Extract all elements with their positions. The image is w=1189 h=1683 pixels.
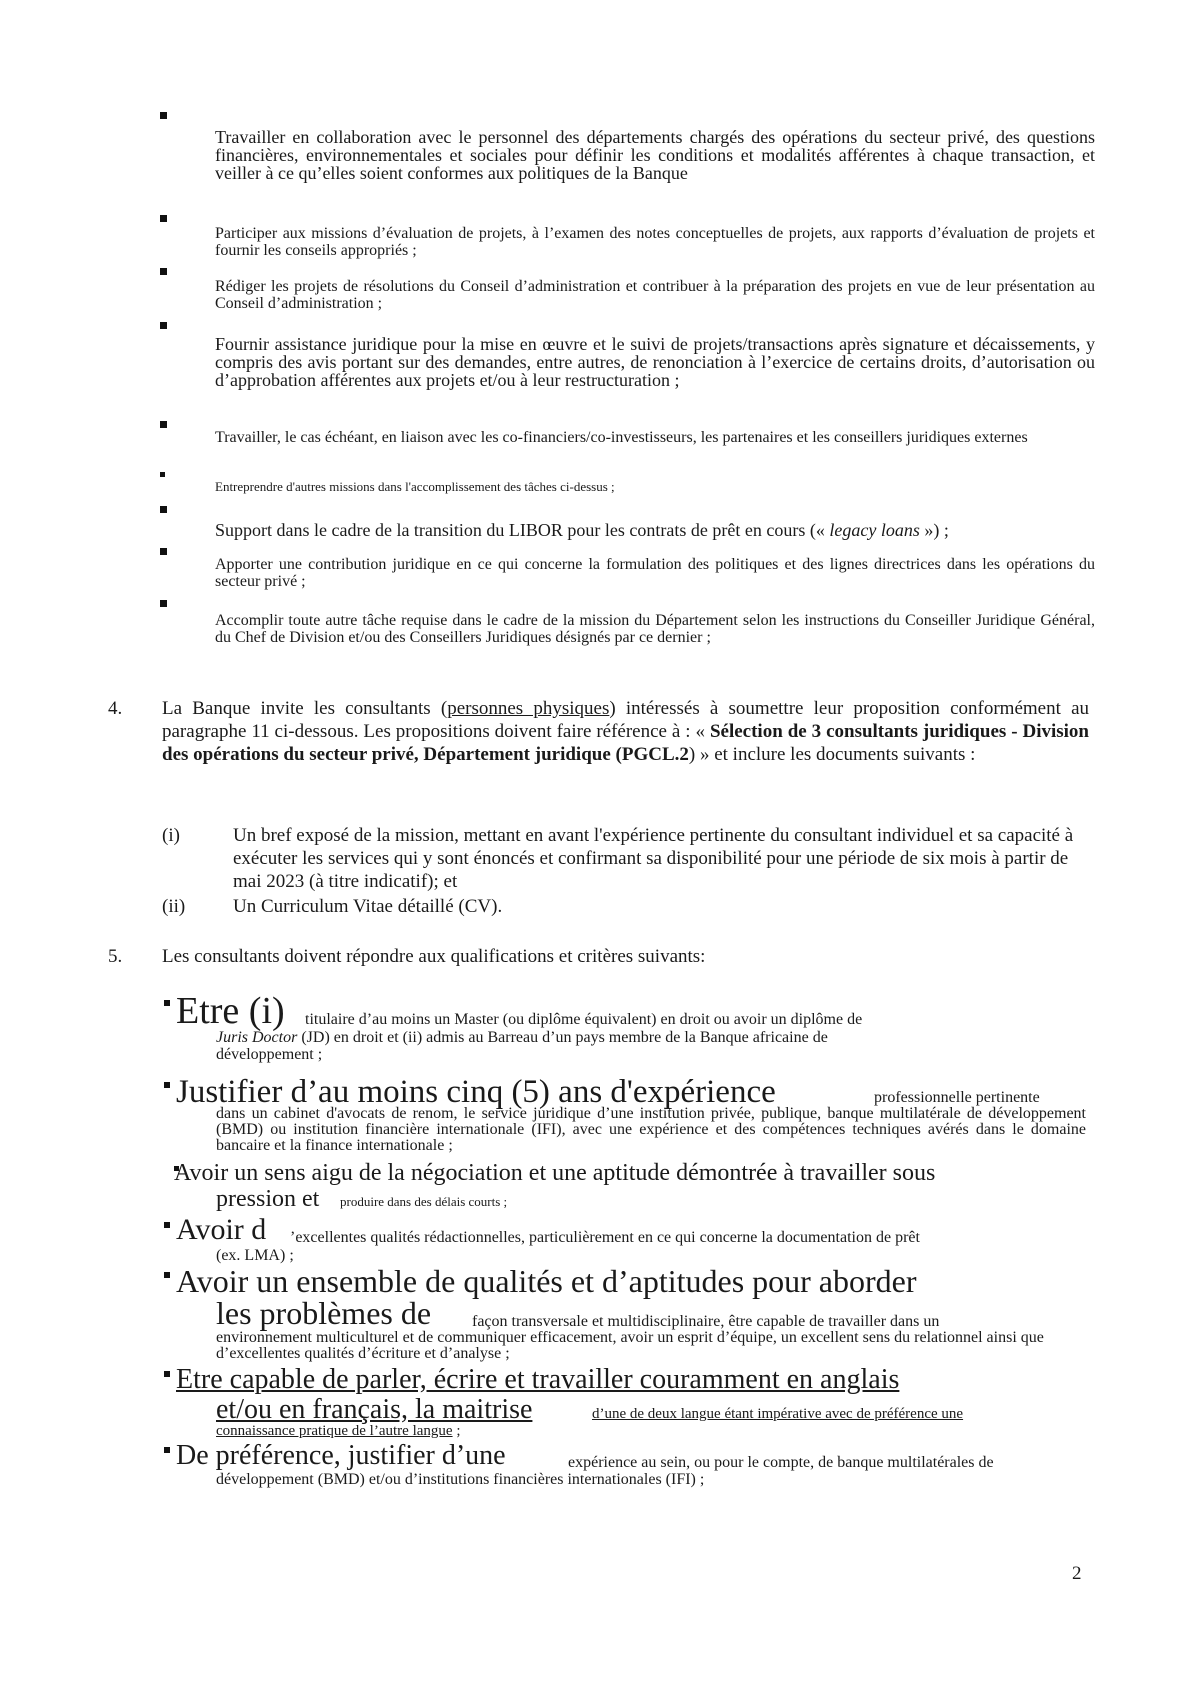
bullet-marker: [164, 1371, 170, 1377]
bullet-marker: [164, 1082, 170, 1088]
bullet-marker: [160, 548, 167, 555]
qualification-lead: Avoir un sens aigu de la négociation et une aptitude démontrée à travailler sous: [174, 1160, 936, 1186]
bullet-marker: [160, 421, 167, 428]
bullet-marker: [160, 600, 167, 607]
bullet-marker: [160, 472, 165, 477]
bullet-marker: [164, 1000, 170, 1006]
qualification-continuation: dans un cabinet d'avocats de renom, le service juridique d’une institution privée, publique, banque multilatérale de développement (BMD) ou institution financière internationale (IFI), avec une expérience et des compétences techniques avérés dans le domaine bancaire et la finance internationale ;: [216, 1105, 1086, 1154]
bullet-marker: [164, 1222, 170, 1228]
paragraph-text: Les consultants doivent répondre aux qualifications et critères suivants:: [162, 946, 706, 967]
bullet-marker: [164, 1447, 170, 1453]
sub-item-number: (i): [162, 825, 180, 846]
bullet-marker: [160, 322, 167, 329]
qualification-lead: Justifier d’au moins cinq (5) ans d'expérience: [176, 1074, 776, 1110]
qualification-lead: Avoir un ensemble de qualités et d’aptitudes pour aborder: [176, 1263, 917, 1299]
qualification-lead: Avoir d: [176, 1213, 267, 1246]
bullet-marker: [160, 506, 167, 513]
qualification-lead-continuation: et/ou en français, la maitrise: [216, 1394, 533, 1425]
qualification-tail: titulaire d’au moins un Master (ou diplôme équivalent) en droit ou avoir un diplôme de: [305, 1011, 863, 1028]
bullet-text: Fournir assistance juridique pour la mise en œuvre et le suivi de projets/transactions après signature et décaissements, y compris des avis portant sur des demandes, entre autres, de renonciation à l’exercice de certains droits, d’autorisation ou d’approbation afférentes aux projets et/ou à leur restructuration ;: [215, 334, 1095, 390]
bullet-marker: [164, 1272, 170, 1278]
bullet-text: Travailler en collaboration avec le personnel des départements chargés des opérations du secteur privé, des questions financières, environnementales et sociales pour définir les conditions et modalités afférentes à chaque transaction, et veiller à ce qu’elles soient conformes aux politiques de la Banque: [215, 127, 1095, 183]
qualification-tail: expérience au sein, ou pour le compte, de banque multilatérales de: [568, 1454, 994, 1471]
qualification-lead-continuation: pression et: [216, 1186, 320, 1212]
libor-italic: legacy loans: [829, 520, 920, 540]
sub-item-number: (ii): [162, 896, 186, 917]
qualification-continuation: connaissance pratique de l’autre langue ;: [216, 1423, 461, 1439]
bullet-marker: [160, 112, 167, 119]
bullet-text: Apporter une contribution juridique en ce qui concerne la formulation des politiques et des lignes directrices dans les opérations du secteur privé ;: [215, 556, 1095, 590]
qualification-continuation: développement ;: [216, 1046, 323, 1063]
qualification-lead: Etre capable de parler, écrire et travailler couramment en anglais: [176, 1364, 900, 1395]
qualification-lead: De préférence, justifier d’une: [176, 1440, 506, 1471]
libor-text: Support dans le cadre de la transition du LIBOR pour les contrats de prêt en cours (« legacy loans ») ;: [215, 520, 949, 540]
qualification-lead: Etre (i): [176, 990, 285, 1032]
bullet-marker: [160, 268, 167, 275]
bullet-text: Participer aux missions d’évaluation de projets, à l’examen des notes conceptuelles de projets, aux rapports d’évaluation de projets et fournir les conseils appropriés ;: [215, 225, 1095, 259]
sub-item-text: Un bref exposé de la mission, mettant en avant l'expérience pertinente du consultant individuel et sa capacité à exécuter les services qui y sont énoncés et confirmant sa disponibilité pour une période de six mois à partir de mai 2023 (à titre indicatif); et: [233, 825, 1074, 892]
sub-item-text: Un Curriculum Vitae détaillé (CV).: [233, 896, 503, 917]
bullet-text: Accomplir toute autre tâche requise dans le cadre de la mission du Département selon les instructions du Conseiller Juridique Général, du Chef de Division et/ou des Conseillers Juridiques désignés par ce dernier ;: [215, 612, 1095, 646]
bullet-text: Entreprendre d'autres missions dans l'accomplissement des tâches ci-dessus ;: [215, 479, 615, 494]
bullet-text: Travailler, le cas échéant, en liaison avec les co-financiers/co-investisseurs, les partenaires et les conseillers juridiques externes: [215, 429, 1028, 446]
paragraph-number: 4.: [108, 698, 123, 719]
paragraph-number: 5.: [108, 946, 123, 967]
qualification-continuation: (ex. LMA) ;: [216, 1247, 294, 1264]
page-number: 2: [1072, 1563, 1082, 1584]
paragraph-text: La Banque invite les consultants (personnes physiques) intéressés à soumettre leur proposition conformément au paragraphe 11 ci-dessous. Les propositions doivent faire référence à : « Sélection de 3 consultants juridiques - Division des opérations du secteur privé, Département juridique (PGCL.2) » et inclure les documents suivants :: [162, 698, 1089, 765]
bullet-marker: [160, 215, 167, 222]
qualification-lead-continuation: les problèmes de: [216, 1295, 432, 1331]
qualification-tail: façon transversale et multidisciplinaire, être capable de travailler dans un: [472, 1313, 940, 1330]
qualification-continuation: Juris Doctor (JD) en droit et (ii) admis au Barreau d’un pays membre de la Banque africaine de: [216, 1029, 828, 1046]
qualification-tail: produire dans des délais courts ;: [340, 1194, 508, 1209]
qualification-tail: ’excellentes qualités rédactionnelles, particulièrement en ce qui concerne la documentation de prêt: [290, 1229, 920, 1246]
qualification-tail: professionnelle pertinente: [874, 1089, 1040, 1106]
qualification-tail: d’une de deux langue étant impérative avec de préférence une: [592, 1406, 964, 1422]
bullet-text: Rédiger les projets de résolutions du Conseil d’administration et contribuer à la préparation des projets en vue de leur présentation au Conseil d’administration ;: [215, 278, 1095, 312]
qualification-continuation: développement (BMD) et/ou d’institutions financières internationales (IFI) ;: [216, 1471, 705, 1488]
qualification-continuation: environnement multiculturel et de communiquer efficacement, avoir un esprit d’équipe, un excellent sens du relationnel ainsi que d’excellentes qualités d’écriture et d’analyse ;: [216, 1329, 1044, 1362]
